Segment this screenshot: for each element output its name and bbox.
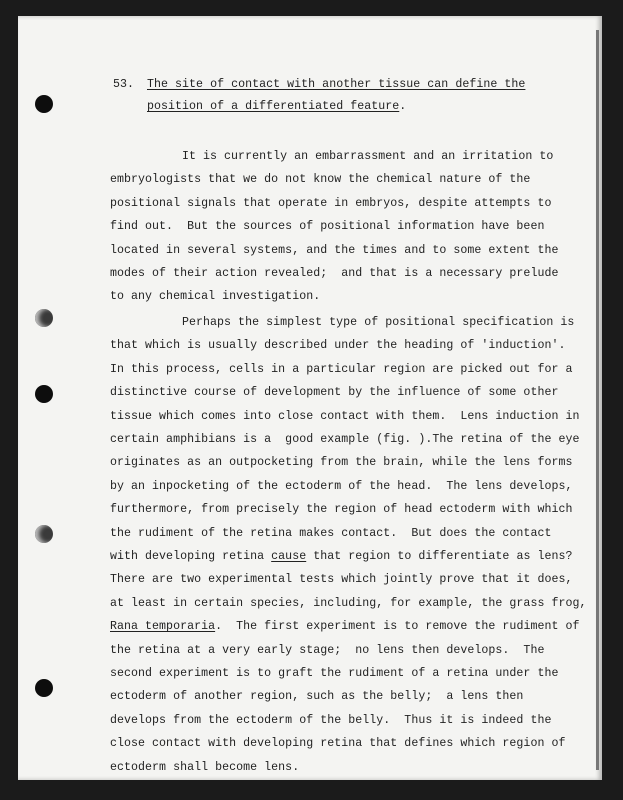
body-line bbox=[110, 527, 551, 541]
body-line bbox=[110, 410, 580, 424]
body-line bbox=[182, 316, 574, 330]
punch-hole bbox=[35, 385, 53, 403]
text-segment: In this process, cells in a particular region are picked out for a bbox=[110, 362, 573, 376]
body-line bbox=[110, 620, 580, 634]
section-number: 53. bbox=[113, 78, 135, 91]
body-line bbox=[110, 267, 558, 281]
text-segment: with developing retina bbox=[110, 550, 272, 563]
text-segment: . The first experiment is to remove the rudiment of bbox=[215, 620, 580, 634]
body-line bbox=[110, 550, 573, 564]
text-segment: develops from the ectoderm of the belly. Thus it is indeed the bbox=[110, 713, 552, 727]
page-edge bbox=[596, 30, 599, 770]
text-segment: the retina at a very early stage; no lens then develops. The bbox=[110, 643, 545, 657]
text-segment: at least in certain species, including, for example, the grass frog, bbox=[110, 596, 587, 610]
body-line bbox=[110, 290, 320, 304]
body-line bbox=[110, 597, 587, 611]
text-segment: Perhaps the simplest type of positional specification is bbox=[182, 316, 575, 329]
body-line bbox=[110, 456, 573, 470]
body-line bbox=[110, 339, 565, 353]
punch-hole bbox=[35, 309, 53, 327]
underlined-text: Rana temporaria bbox=[110, 620, 216, 634]
text-segment: It is currently an embarrassment and an irritation to bbox=[182, 150, 554, 163]
body-line bbox=[110, 244, 558, 258]
body-line bbox=[110, 737, 565, 751]
body-line bbox=[110, 761, 299, 775]
heading-line bbox=[147, 78, 525, 92]
body-line bbox=[110, 363, 573, 377]
text-segment: that which is usually described under the heading of 'induction'. bbox=[110, 339, 566, 353]
heading-line bbox=[147, 100, 406, 114]
body-line bbox=[110, 386, 558, 400]
text-segment: . bbox=[399, 100, 407, 113]
text-segment: located in several systems, and the times and to some extent the bbox=[110, 243, 559, 257]
text-segment: certain amphibians is a good example (fig. ).The retina of the eye bbox=[110, 433, 580, 446]
text-segment: ectoderm shall become lens. bbox=[110, 760, 300, 774]
underlined-text: position of a differentiated feature bbox=[147, 100, 400, 113]
body-line bbox=[110, 480, 573, 494]
text-segment: originates as an outpocketing from the brain, while the lens forms bbox=[110, 456, 573, 470]
body-line bbox=[182, 150, 553, 164]
body-line bbox=[110, 714, 551, 728]
underlined-text: cause bbox=[271, 550, 307, 563]
text-segment: the rudiment of the retina makes contact. But does the contact bbox=[110, 526, 552, 540]
text-segment: close contact with developing retina that defines which region of bbox=[110, 737, 566, 751]
text-segment: positional signals that operate in embryos, despite attempts to bbox=[110, 196, 552, 210]
body-line bbox=[110, 690, 523, 704]
text-segment: There are two experimental tests which jointly prove that it does, bbox=[110, 573, 573, 587]
text-segment: tissue which comes into close contact with them. Lens induction in bbox=[110, 409, 580, 423]
body-line bbox=[110, 644, 544, 658]
punch-hole bbox=[35, 95, 53, 113]
text-segment: furthermore, from precisely the region of head ectoderm with which bbox=[110, 503, 573, 517]
text-segment: to any chemical investigation. bbox=[110, 290, 321, 304]
punch-hole bbox=[35, 525, 53, 543]
text-segment: distinctive course of development by the influence of some other bbox=[110, 386, 559, 400]
punch-hole bbox=[35, 679, 53, 697]
text-segment: embryologists that we do not know the chemical nature of the bbox=[110, 173, 531, 187]
body-line bbox=[110, 433, 580, 447]
body-line bbox=[110, 220, 544, 234]
body-line bbox=[110, 573, 573, 587]
body-line bbox=[110, 197, 551, 211]
body-line bbox=[110, 667, 558, 681]
body-line bbox=[110, 173, 530, 187]
text-segment: by an inpocketing of the ectoderm of the head. The lens develops, bbox=[110, 479, 573, 493]
underlined-text: The site of contact with another tissue can define the bbox=[147, 78, 526, 91]
text-segment: find out. But the sources of positional information have been bbox=[110, 220, 545, 234]
body-line bbox=[110, 503, 573, 517]
text-segment: modes of their action revealed; and that is a necessary prelude bbox=[110, 267, 559, 280]
text-segment: ectoderm of another region, such as the belly; a lens then bbox=[110, 690, 524, 704]
text-segment: that region to differentiate as lens? bbox=[306, 550, 573, 563]
text-segment: second experiment is to graft the rudiment of a retina under the bbox=[110, 667, 559, 680]
